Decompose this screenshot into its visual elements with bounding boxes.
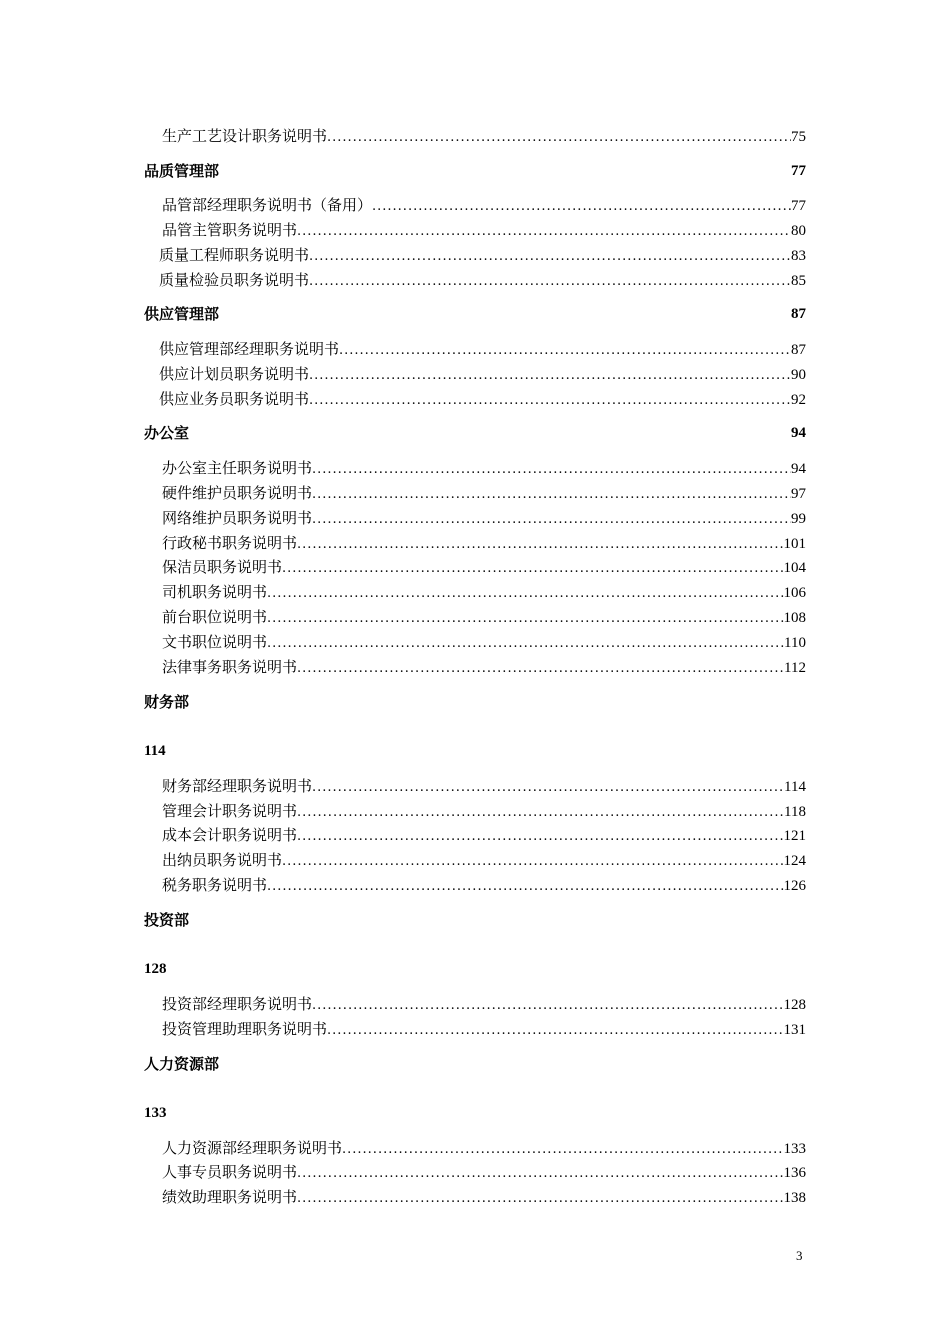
- toc-entry-page: 75: [791, 129, 806, 145]
- toc-entry-page: 121: [783, 828, 806, 844]
- page-number: 3: [796, 1248, 803, 1263]
- leader-dots: [267, 609, 783, 629]
- toc-entry-label: 生产工艺设计职务说明书: [162, 127, 328, 145]
- toc-entry-page: 94: [791, 461, 806, 477]
- toc-entry-page: 85: [791, 273, 806, 289]
- toc-entry-page: 136: [783, 1165, 806, 1181]
- toc-entry[interactable]: [162, 1162, 806, 1184]
- toc-entry-page: 138: [783, 1190, 806, 1206]
- section-title: 办公室: [144, 424, 190, 442]
- toc-section-heading[interactable]: [144, 161, 806, 181]
- toc-entry-page: 101: [783, 536, 806, 552]
- toc-entry-page: 108: [783, 610, 806, 626]
- leader-dots: [297, 222, 791, 242]
- toc-entry-label: 供应管理部经理职务说明书: [159, 340, 340, 358]
- leader-dots: [282, 852, 783, 872]
- toc-entry[interactable]: [162, 582, 806, 604]
- toc-entry-page: 77: [791, 198, 806, 214]
- toc-entry-page: 133: [783, 1141, 806, 1157]
- toc-entry-label: 成本会计职务说明书: [162, 826, 298, 844]
- toc-entry-label: 供应业务员职务说明书: [159, 390, 310, 408]
- toc-entry[interactable]: [159, 364, 806, 386]
- toc-entry-label: 出纳员职务说明书: [162, 851, 283, 869]
- toc-entry-label: 前台职位说明书: [162, 608, 268, 626]
- section-page: 94: [791, 425, 806, 441]
- toc-entry[interactable]: [162, 1138, 806, 1160]
- leader-dots: [372, 197, 791, 217]
- leader-dots: [312, 460, 791, 480]
- toc-entry[interactable]: [162, 220, 806, 242]
- leader-dots: [309, 391, 791, 411]
- toc-entry-label: 办公室主任职务说明书: [162, 459, 313, 477]
- toc-entry-label: 质量检验员职务说明书: [159, 271, 310, 289]
- toc-entry-page: 118: [784, 804, 806, 820]
- toc-entry-label: 司机职务说明书: [162, 583, 268, 601]
- leader-dots: [309, 272, 791, 292]
- toc-entry-label: 行政秘书职务说明书: [162, 534, 298, 552]
- toc-entry-page: 99: [791, 511, 806, 527]
- toc-entry-label: 管理会计职务说明书: [162, 802, 298, 820]
- toc-entry-page: 110: [784, 635, 806, 651]
- toc-entry-label: 供应计划员职务说明书: [159, 365, 310, 383]
- toc-entry[interactable]: [159, 270, 806, 292]
- toc-entry-page: 104: [783, 560, 806, 576]
- toc-entry-label: 投资部经理职务说明书: [162, 995, 313, 1013]
- toc-entry-page: 97: [791, 486, 806, 502]
- toc-entry[interactable]: [162, 483, 806, 505]
- toc-entry-page: 83: [791, 248, 806, 264]
- toc-entry[interactable]: [162, 126, 806, 148]
- toc-entry-label: 人事专员职务说明书: [162, 1163, 298, 1181]
- toc-entry-page: 90: [791, 367, 806, 383]
- toc-entry[interactable]: [162, 557, 806, 579]
- toc-entry[interactable]: [159, 339, 806, 361]
- leader-dots: [312, 510, 791, 530]
- leader-dots: [309, 247, 791, 267]
- toc-entry-page: 124: [783, 853, 806, 869]
- toc-entry[interactable]: [162, 632, 806, 654]
- toc-entry[interactable]: [162, 458, 806, 480]
- toc-entry-label: 财务部经理职务说明书: [162, 777, 313, 795]
- toc-entry-page: 114: [784, 779, 806, 795]
- toc-entry-page: 87: [791, 342, 806, 358]
- leader-dots: [309, 366, 791, 386]
- toc-entry-page: 92: [791, 392, 806, 408]
- toc-entry[interactable]: [162, 875, 806, 897]
- leader-dots: [282, 559, 783, 579]
- leader-dots: [312, 778, 784, 798]
- toc-entry[interactable]: [162, 801, 806, 823]
- toc-entry-page: 112: [784, 660, 806, 676]
- leader-dots: [297, 803, 784, 823]
- toc-section-heading[interactable]: [144, 304, 806, 324]
- section-title: 品质管理部: [144, 162, 220, 180]
- toc-entry[interactable]: [162, 195, 806, 217]
- toc-entry-label: 质量工程师职务说明书: [159, 246, 310, 264]
- toc-entry-page: 128: [783, 997, 806, 1013]
- toc-entry-label: 品管部经理职务说明书（备用）: [162, 196, 373, 214]
- leader-dots: [267, 584, 783, 604]
- toc-section-page: 133: [144, 1105, 167, 1121]
- toc-entry-label: 绩效助理职务说明书: [162, 1188, 298, 1206]
- leader-dots: [312, 996, 783, 1016]
- toc-entry-page: 80: [791, 223, 806, 239]
- toc-entry-page: 126: [783, 878, 806, 894]
- toc-section-title[interactable]: 财务部: [144, 693, 190, 711]
- toc-entry-label: 人力资源部经理职务说明书: [162, 1139, 343, 1157]
- toc-entry[interactable]: [159, 389, 806, 411]
- leader-dots: [267, 634, 784, 654]
- toc-entry[interactable]: [159, 245, 806, 267]
- toc-entry[interactable]: [162, 825, 806, 847]
- toc-entry[interactable]: [162, 607, 806, 629]
- leader-dots: [297, 827, 783, 847]
- toc-section-title[interactable]: 人力资源部: [144, 1055, 220, 1073]
- leader-dots: [297, 1164, 783, 1184]
- leader-dots: [297, 535, 783, 555]
- toc-entry[interactable]: [162, 533, 806, 555]
- toc-entry[interactable]: [162, 994, 806, 1016]
- toc-section-page: 128: [144, 961, 167, 977]
- toc-entry-label: 硬件维护员职务说明书: [162, 484, 313, 502]
- toc-entry[interactable]: [162, 1019, 806, 1041]
- leader-dots: [342, 1140, 783, 1160]
- leader-dots: [312, 485, 791, 505]
- toc-entry-label: 保洁员职务说明书: [162, 558, 283, 576]
- section-title: 供应管理部: [144, 305, 220, 323]
- leader-dots: [297, 659, 784, 679]
- leader-dots: [297, 1189, 783, 1209]
- toc-section-title[interactable]: 投资部: [144, 911, 190, 929]
- toc-entry-label: 网络维护员职务说明书: [162, 509, 313, 527]
- toc-entry[interactable]: [162, 657, 806, 679]
- toc-entry[interactable]: [162, 1187, 806, 1209]
- toc-entry-label: 法律事务职务说明书: [162, 658, 298, 676]
- section-page: 87: [791, 306, 806, 322]
- toc-entry-label: 文书职位说明书: [162, 633, 268, 651]
- leader-dots: [327, 1021, 783, 1041]
- toc-entry-label: 税务职务说明书: [162, 876, 268, 894]
- toc-entry[interactable]: [162, 776, 806, 798]
- toc-entry[interactable]: [162, 508, 806, 530]
- leader-dots: [339, 341, 791, 361]
- toc-section-page: 114: [144, 743, 166, 759]
- toc-entry-page: 131: [783, 1022, 806, 1038]
- toc-entry-page: 106: [783, 585, 806, 601]
- section-page: 77: [791, 163, 806, 179]
- toc-entry-label: 投资管理助理职务说明书: [162, 1020, 328, 1038]
- toc-entry[interactable]: [162, 850, 806, 872]
- toc-section-heading[interactable]: [144, 423, 806, 443]
- leader-dots: [327, 128, 791, 148]
- toc-entry-label: 品管主管职务说明书: [162, 221, 298, 239]
- leader-dots: [267, 877, 783, 897]
